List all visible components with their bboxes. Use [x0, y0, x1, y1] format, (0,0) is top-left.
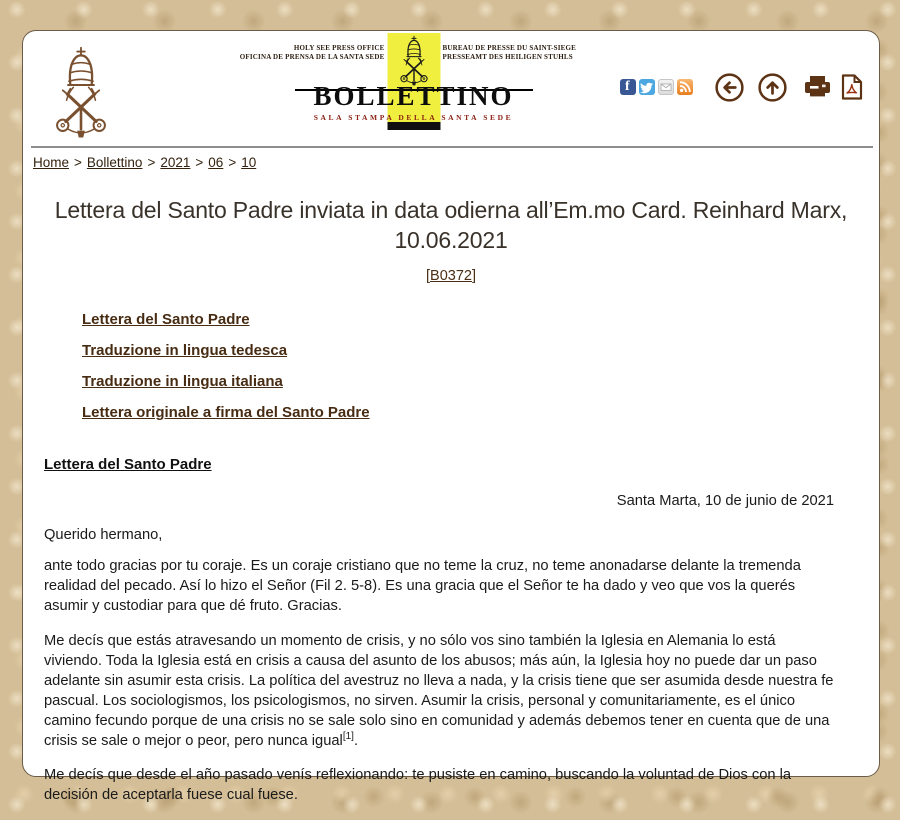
back-icon[interactable]	[714, 72, 745, 103]
letter-body	[44, 455, 834, 805]
logo-title: BOLLETTINO	[313, 81, 514, 111]
press-office-es: OFICINA DE PRENSA DE LA SANTA SEDE	[239, 52, 385, 61]
bulletin-code-close: ]	[471, 268, 476, 284]
breadcrumb-separator: >	[74, 155, 82, 170]
twitter-share-icon[interactable]	[639, 79, 655, 95]
breadcrumb-bollettino[interactable]: Bollettino	[86, 155, 143, 170]
main-content	[23, 181, 879, 820]
header-toolbar	[620, 69, 863, 105]
email-share-icon[interactable]	[658, 79, 674, 95]
document-links	[82, 311, 879, 422]
vatican-coat-of-arms-icon	[43, 45, 119, 141]
breadcrumb-separator: >	[195, 155, 204, 170]
press-office-en: HOLY SEE PRESS OFFICE	[293, 44, 385, 52]
logo-subtitle: SALA STAMPA DELLA SANTA SEDE	[313, 113, 514, 122]
facebook-share-icon[interactable]	[620, 79, 636, 95]
bulletin-code-link[interactable]: B0372	[430, 268, 472, 284]
letter-paragraph: Me decís que desde el año pasado venís reflexionando: te pusiste en camino, buscando la voluntad de Dios con la decisión de aceptarla fuese cual fuese.	[44, 767, 792, 804]
press-office-fr: BUREAU DE PRESSE DU SAINT-SIEGE	[442, 44, 577, 52]
letter-paragraph-text: Me decís que estás atravesando un momento de crisis, y no sólo vos sino también la Iglesia en Alemania lo está viviendo. Toda la Iglesia está en crisis a causa del asunto de los abusos; más aún, la Iglesia hoy no puede dar un paso adelante sin asumir esta crisis. La política del avestruz no lleva a nada, y la crisis tiene que ser asumida desde nuestra fe pascual. Los sociologismos, los psicologismos, no sirven. Asumir la crisis, personal y comunitariamente, es el único camino fecundo porque de una crisis no se sale solo sino en comunidad y además debemos tener en cuenta que de una crisis se sale o mejor o peor, pero nunca igual	[44, 632, 834, 749]
pdf-download-icon[interactable]	[841, 74, 863, 100]
breadcrumb-separator: >	[228, 155, 237, 170]
letter-dateline: Santa Marta, 10 de junio de 2021	[616, 493, 834, 509]
link-lettera-santo-padre[interactable]: Lettera del Santo Padre	[82, 311, 250, 328]
letter-salutation: Querido hermano,	[44, 527, 163, 543]
bollettino-logo	[206, 33, 621, 133]
page-card	[22, 30, 880, 804]
page-title: Lettera del Santo Padre inviata in data odierna all’Em.mo Card. Reinhard Marx, 10.06.2021	[54, 197, 848, 253]
press-office-label-right	[443, 44, 593, 61]
press-office-label-left	[235, 44, 385, 61]
breadcrumb-separator: >	[147, 155, 156, 170]
press-office-de: PRESSEAMT DES HEILIGEN STUHLS	[442, 52, 573, 61]
sentence-end: .	[353, 732, 359, 749]
bulletin-code-line	[23, 268, 879, 284]
link-lettera-originale[interactable]: Lettera originale a firma del Santo Padre	[82, 404, 370, 421]
breadcrumb	[33, 155, 256, 170]
breadcrumb-day[interactable]: 10	[241, 155, 257, 170]
logo-coat-of-arms-icon	[391, 35, 437, 87]
logo-black-bar	[387, 122, 440, 130]
link-traduzione-italiana[interactable]: Traduzione in lingua italiana	[82, 373, 283, 390]
link-traduzione-tedesca[interactable]: Traduzione in lingua tedesca	[82, 342, 288, 359]
bulletin-code-open: [	[426, 268, 431, 284]
letter-paragraph: ante todo gracias por tu coraje. Es un coraje cristiano que no teme la cruz, no teme anonadarse delante la tremenda realidad del pecado. Así lo hizo el Señor (Fil 2. 5-8). Es una gracia que el Señor te ha dado y veo que vos la querés asumir y custodiar para que dé fruto. Gracias.	[44, 558, 801, 614]
print-icon[interactable]	[804, 75, 831, 99]
breadcrumb-home[interactable]: Home	[33, 155, 70, 170]
breadcrumb-month[interactable]: 06	[208, 155, 224, 170]
breadcrumb-year[interactable]: 2021	[160, 155, 191, 170]
header-divider	[31, 146, 873, 148]
letter-paragraph	[44, 631, 834, 751]
scroll-top-icon[interactable]	[757, 72, 788, 103]
rss-feed-icon[interactable]	[677, 79, 693, 95]
letter-section-heading: Lettera del Santo Padre	[44, 456, 212, 473]
footnote-1-link[interactable]: [1]	[342, 730, 354, 742]
